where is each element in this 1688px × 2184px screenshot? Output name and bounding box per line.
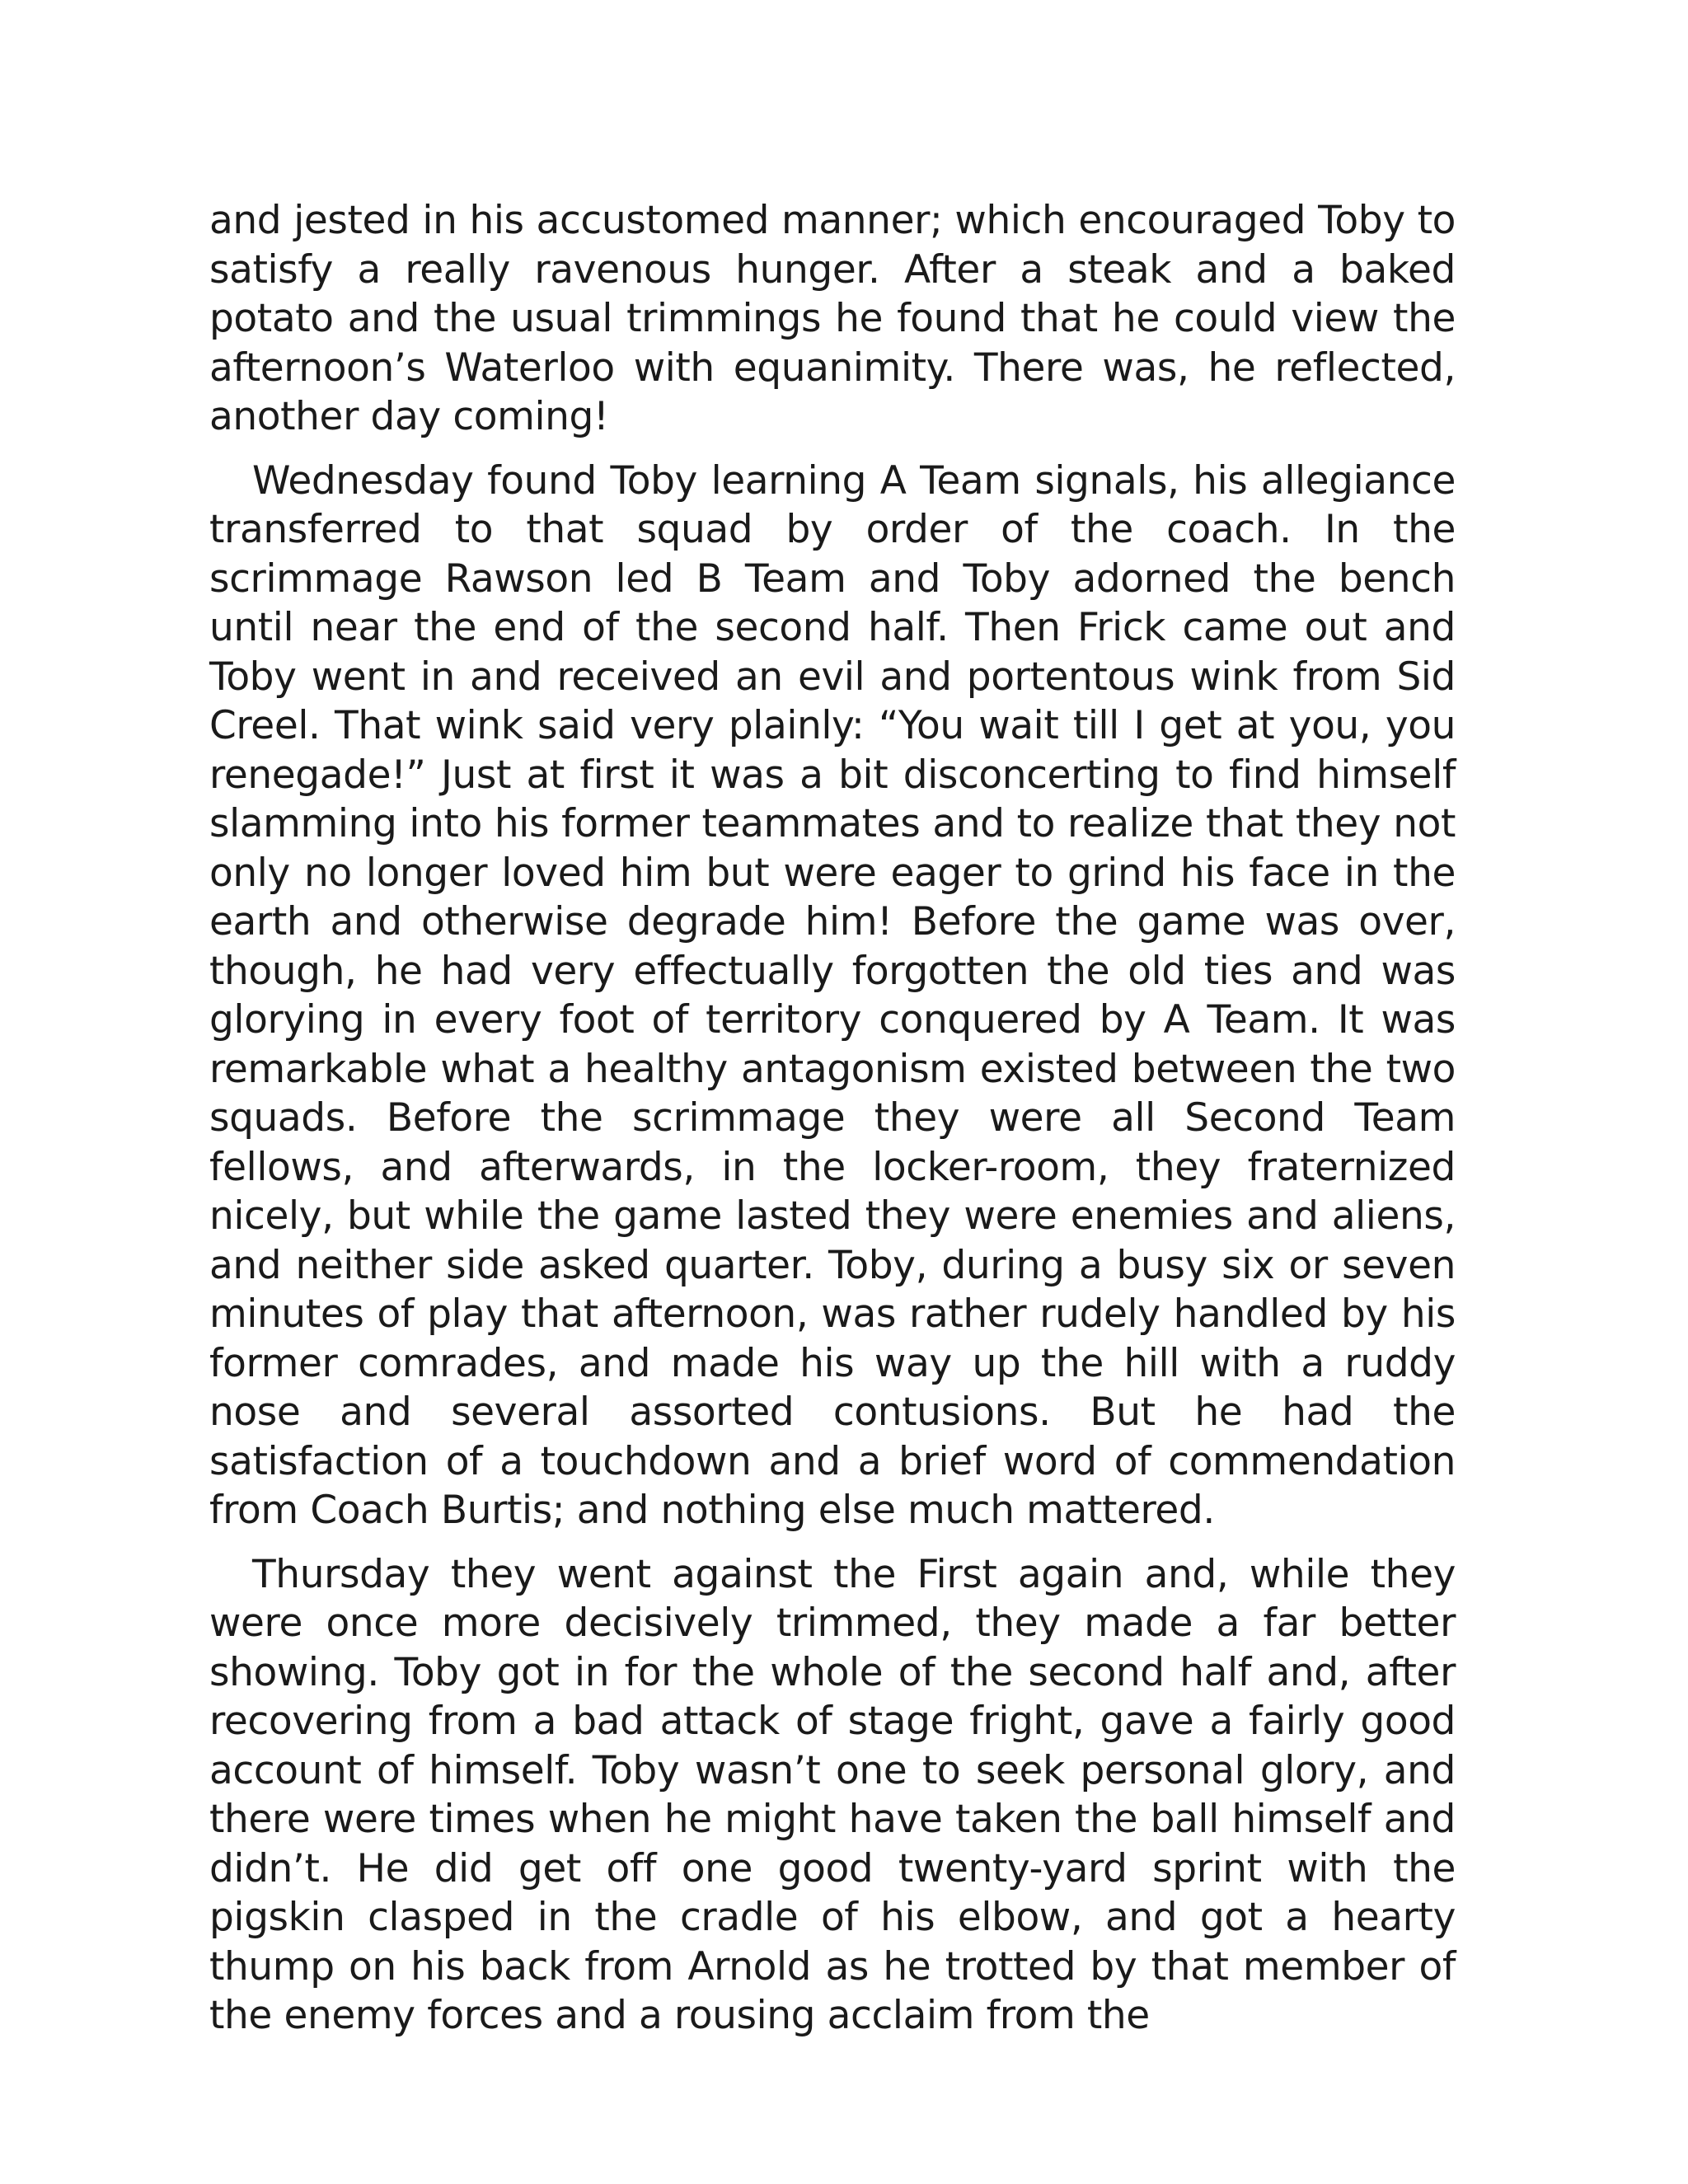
body-text xyxy=(209,196,1456,2041)
paragraph-wednesday: Wednesday found Toby learning A Team signals, his allegiance transferred to that squad by order of the coach. In the scrimmage Rawson led B Team and Toby adorned the bench until near the end of the second half. Then Frick came out and Toby went in and received an evil and portentous wink from Sid Creel. That wink said very plainly: “You wait till I get at you, you renegade!” Just at first it was a bit disconcerting to find himself slamming into his former teammates and to realize that they not only no longer loved him but were eager to grind his face in the earth and otherwise degrade him! Before the game was over, though, he had very effectually forgotten the old ties and was glorying in every foot of territory conquered by A Team. It was remarkable what a healthy antagonism existed between the two squads. Before the scrimmage they were all Second Team fellows, and afterwards, in the locker-room, they fraternized nicely, but while the game lasted they were enemies and aliens, and neither side asked quarter. Toby, during a busy six or seven minutes of play that afternoon, was rather rudely handled by his former comrades, and made his way up the hill with a ruddy nose and several assorted contusions. But he had the satisfaction of a touchdown and a brief word of commendation from Coach Burtis; and nothing else much mattered. xyxy=(209,457,1456,1533)
paragraph-thursday: Thursday they went against the First again and, while they were once more decisively trimmed, they made a far better showing. Toby got in for the whole of the second half and, after recovering from a bad attack of stage fright, gave a fairly good account of himself. Toby wasn’t one to seek personal glory, and there were times when he might have taken the ball himself and didn’t. He did get off one good twenty-yard sprint with the pigskin clasped in the cradle of his elbow, and got a hearty thump on his back from Arnold as he trotted by that member of the enemy forces and a rousing acclaim from the xyxy=(209,1551,1456,2038)
paragraph-continued: and jested in his accustomed manner; which encouraged Toby to satisfy a really ravenous hunger. After a steak and a baked potato and the usual trimmings he found that he could view the afternoon’s Waterloo with equanimity. There was, he reflected, another day coming! xyxy=(209,198,1456,439)
